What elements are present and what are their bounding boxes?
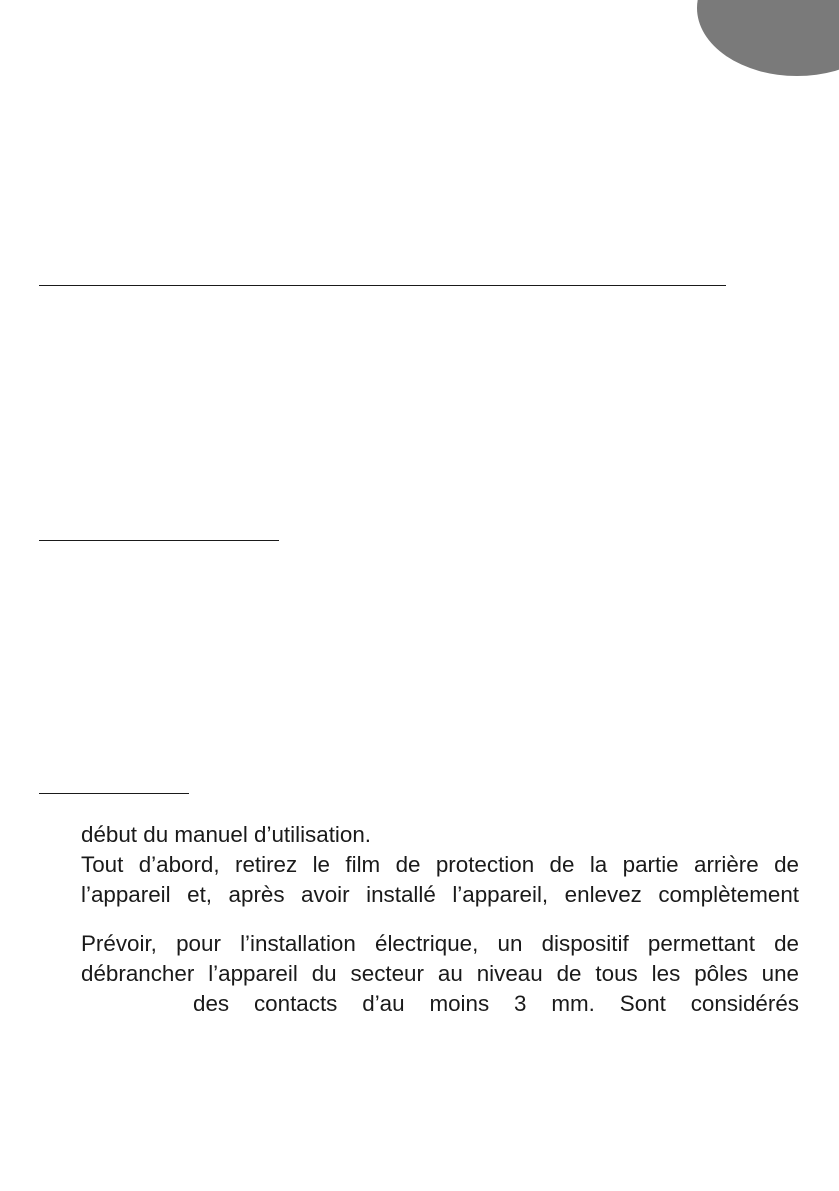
text-line: début du manuel d’utilisation. bbox=[81, 822, 372, 847]
paragraph-electrical-installation bbox=[81, 929, 799, 1019]
text-line: Tout d’abord, retirez le film de protection de la partie arrière de bbox=[81, 852, 799, 877]
text-line: débrancher l’appareil du secteur au niveau de tous les pôles une bbox=[81, 961, 799, 986]
paragraph-installation-intro bbox=[81, 820, 799, 910]
section-divider-1 bbox=[39, 285, 726, 286]
page-corner-tab bbox=[697, 0, 839, 76]
text-line: Prévoir, pour l’installation électrique, un dispositif permettant de bbox=[81, 931, 799, 956]
section-divider-3 bbox=[39, 793, 189, 794]
section-divider-2 bbox=[39, 540, 279, 541]
text-line: des contacts d’au moins 3 mm. Sont considérés bbox=[193, 991, 799, 1016]
text-line: l’appareil et, après avoir installé l’appareil, enlevez complètement bbox=[81, 882, 799, 907]
